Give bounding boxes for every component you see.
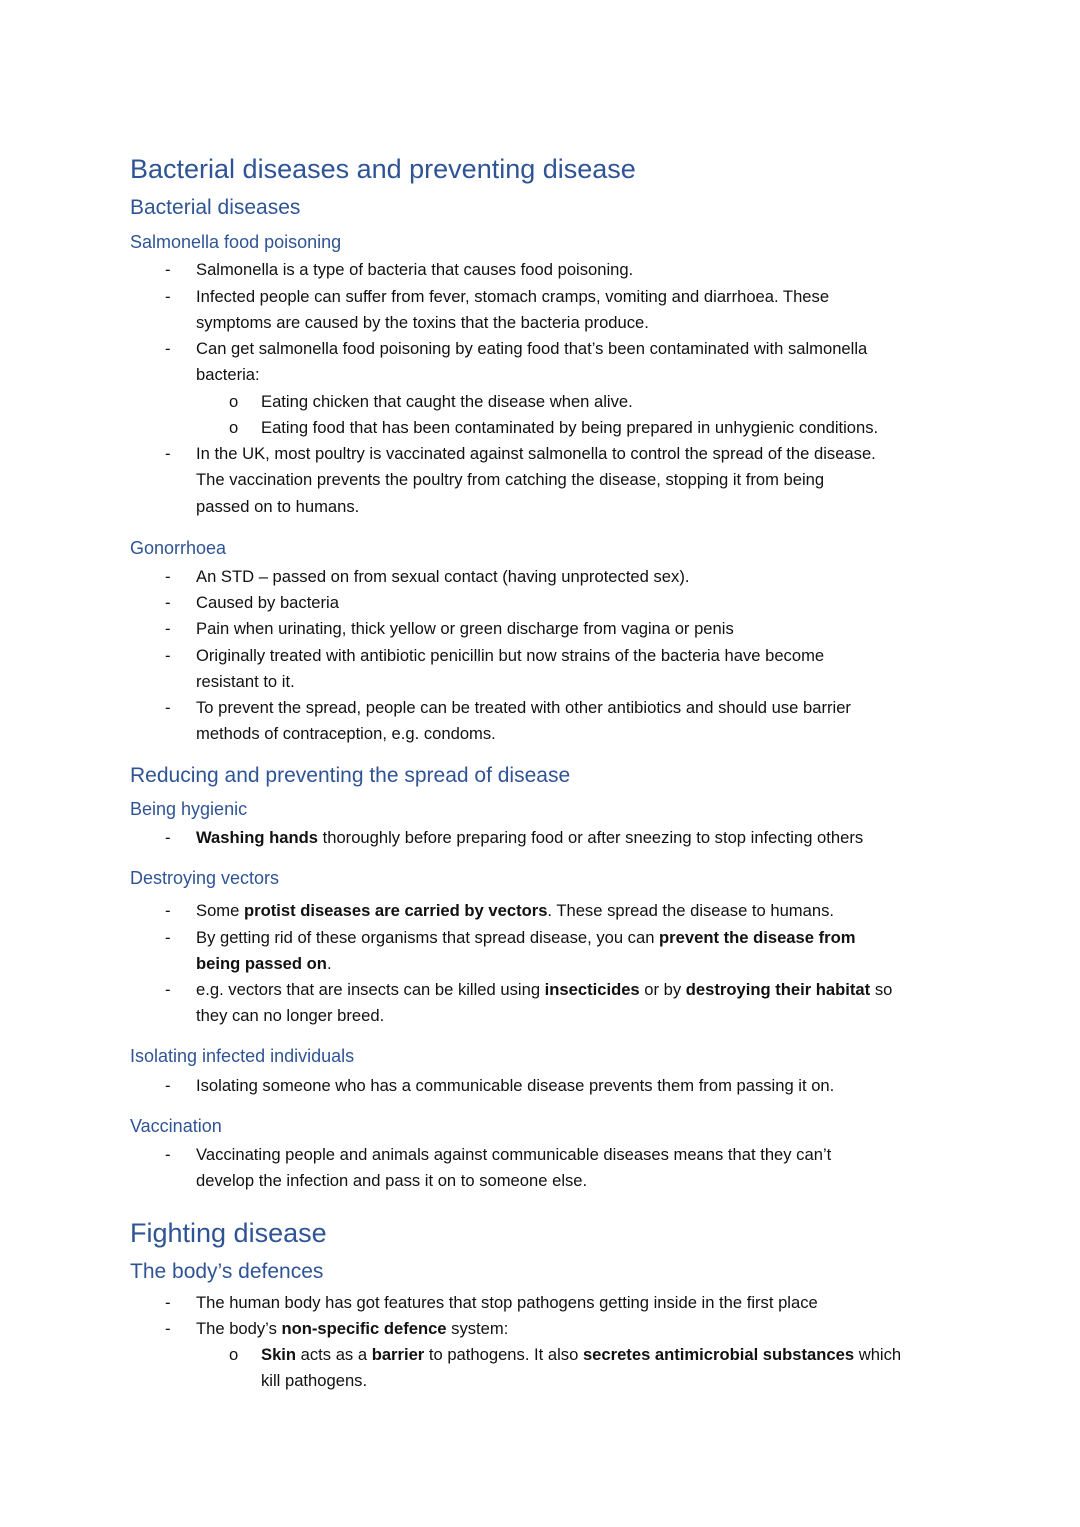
dash-marker: -	[165, 1293, 171, 1312]
heading-vaccination: Vaccination	[130, 1116, 222, 1136]
page-title: Bacterial diseases and preventing disease	[130, 154, 636, 184]
dash-marker: -	[165, 619, 171, 638]
heading-reducing-spread: Reducing and preventing the spread of disease	[130, 764, 571, 787]
heading-isolating: Isolating infected individuals	[130, 1046, 355, 1066]
heading-salmonella: Salmonella food poisoning	[130, 232, 342, 252]
heading-fighting-disease: Fighting disease	[130, 1218, 327, 1248]
dash-marker: -	[165, 1076, 171, 1095]
document-page: Bacterial diseases and preventing disease Bacterial diseases Salmonella food poisoning - Salmonella is a type of bacteria that causes food poisoning. - Infected people can suffer from fever, stomach cramps, vomiting and diarrhoea. These symptoms are caused by the toxins that the bacteria produce. - Can get salmonella food poisoning by eating food that’s been contaminated with salmonella bacteria: o Eating chicken that caught the disease when alive. o Eating food that has been contaminated by being prepared in unhygienic conditions. - In the UK, most poultry is vaccinated against salmonella to control the spread of the disease. The vaccination prevents the poultry from catching the disease, stopping it from being passed on to humans. Gonorrhoea - An STD – passed on from sexual contact (having unprotected sex). - Caused by bacteria - Pain when urinating, thick yellow or green discharge from vagina or penis - Originally treated with antibiotic penicillin but now strains of the bacteria have become resistant to it. - To prevent the spread, people can be treated with other antibiotics and should use barrier methods of contraception, e.g. condoms. Reducing and preventing the spread of disease Being hygienic - Washing hands thoroughly before preparing food or after sneezing to stop infecting others Destroying vectors - Some protist diseases are carried by vectors. These spread the disease to humans. - By getting rid of these organisms that spread disease, you can prevent the disease from being passed on. - e.g. vectors that are insects can be killed using insecticides or by destroying their habitat so they can no longer breed. Isolating infected individuals - Isolating someone who has a communicable disease prevents them from passing it on. Vaccination - Vaccinating people and animals against communicable diseases means that they can’t develop the infection and pass it on to someone else. Fighting disease The body’s defences - The human body has got features that stop pathogens getting inside in the first place - The body’s non-specific defence system: o Skin acts as a barrier to pathogens. It also secretes antimicrobial substances which kill pathogens.	[130, 154, 902, 1390]
dash-marker: -	[165, 339, 171, 358]
heading-bodys-defences: The body’s defences	[130, 1260, 324, 1283]
dash-marker: -	[165, 928, 171, 947]
dash-marker: -	[165, 287, 171, 306]
dash-marker: -	[165, 828, 171, 847]
dash-marker: -	[165, 260, 171, 279]
heading-destroying-vectors: Destroying vectors	[130, 868, 280, 888]
dash-marker: -	[165, 593, 171, 612]
dash-marker: -	[165, 1145, 171, 1164]
heading-being-hygienic: Being hygienic	[130, 799, 248, 819]
circle-marker: o	[229, 418, 239, 437]
dash-marker: -	[165, 1319, 171, 1338]
dash-marker: -	[165, 444, 171, 463]
heading-gonorrhoea: Gonorrhoea	[130, 538, 227, 558]
circle-marker: o	[229, 392, 239, 411]
circle-marker: o	[229, 1345, 239, 1364]
heading-bacterial-diseases: Bacterial diseases	[130, 196, 301, 219]
dash-marker: -	[165, 567, 171, 586]
dash-marker: -	[165, 698, 171, 717]
dash-marker: -	[165, 901, 171, 920]
dash-marker: -	[165, 646, 171, 665]
dash-marker: -	[165, 980, 171, 999]
